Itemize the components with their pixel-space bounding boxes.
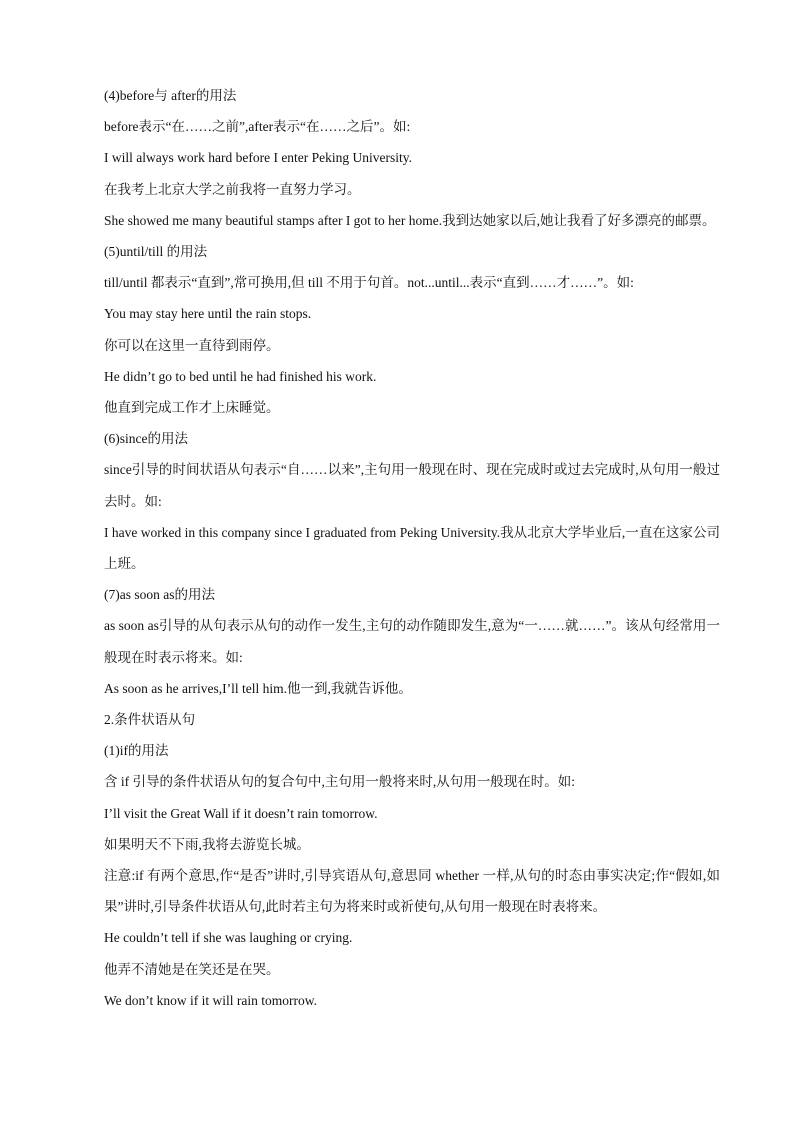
- example-sentence-english: I’ll visit the Great Wall if it doesn’t rain tomorrow.: [104, 805, 378, 821]
- example-sentence-mixed: She showed me many beautiful stamps after I got to her home.我到达她家以后,她让我看了好多漂亮的邮票。: [104, 212, 716, 228]
- example-sentence-chinese: 在我考上北京大学之前我将一直努力学习。: [104, 181, 361, 197]
- section-heading-if: (1)if的用法: [104, 743, 169, 759]
- section-heading-condition-clause: 2.条件状语从句: [104, 712, 196, 728]
- section-heading-as-soon-as: (7)as soon as的用法: [104, 587, 215, 603]
- section-heading-until-till: (5)until/till 的用法: [104, 244, 208, 260]
- paragraph-before-after-definition: before表示“在……之前”,after表示“在……之后”。如:: [104, 119, 411, 135]
- note-paragraph: 注意:if 有两个意思,作“是否”讲时,引导宾语从句,意思同 whether 一样,从句的时态由事实决定;作“假如,如果”讲时,引导条件状语从句,此时若主句为将来时或祈使句,从句用一般现在时表将来。: [104, 868, 720, 915]
- example-sentence-english: He didn’t go to bed until he had finished his work.: [104, 368, 377, 384]
- example-sentence-chinese: 你可以在这里一直待到雨停。: [104, 337, 280, 353]
- paragraph-since-definition: since引导的时间状语从句表示“自……以来”,主句用一般现在时、现在完成时或过去完成时,从句用一般过去时。如:: [104, 462, 720, 509]
- example-sentence-chinese: 如果明天不下雨,我将去游览长城。: [104, 836, 310, 852]
- example-sentence-chinese: 他弄不清她是在笑还是在哭。: [104, 961, 280, 977]
- example-sentence-chinese: 他直到完成工作才上床睡觉。: [104, 400, 280, 416]
- paragraph-if-definition: 含 if 引导的条件状语从句的复合句中,主句用一般将来时,从句用一般现在时。如:: [104, 774, 575, 790]
- document-body: [104, 80, 720, 1016]
- example-sentence-english: We don’t know if it will rain tomorrow.: [104, 992, 318, 1008]
- example-sentence-mixed: I have worked in this company since I graduated from Peking University.我从北京大学毕业后,一直在这家公司上班。: [104, 524, 720, 572]
- section-heading-before-after: (4)before与 after的用法: [104, 88, 237, 103]
- paragraph-as-soon-as-definition: as soon as引导的从句表示从句的动作一发生,主句的动作随即发生,意为“一……就……”。该从句经常用一般现在时表示将来。如:: [104, 618, 720, 665]
- example-sentence-english: You may stay here until the rain stops.: [104, 306, 312, 322]
- example-sentence-mixed: As soon as he arrives,I’ll tell him.他一到,我就告诉他。: [104, 680, 412, 696]
- paragraph-until-till-definition: till/until 都表示“直到”,常可换用,但 till 不用于句首。not...until...表示“直到……才……”。如:: [104, 275, 634, 291]
- section-heading-since: (6)since的用法: [104, 431, 188, 447]
- example-sentence-english: I will always work hard before I enter Peking University.: [104, 150, 413, 166]
- example-sentence-english: He couldn’t tell if she was laughing or crying.: [104, 930, 353, 946]
